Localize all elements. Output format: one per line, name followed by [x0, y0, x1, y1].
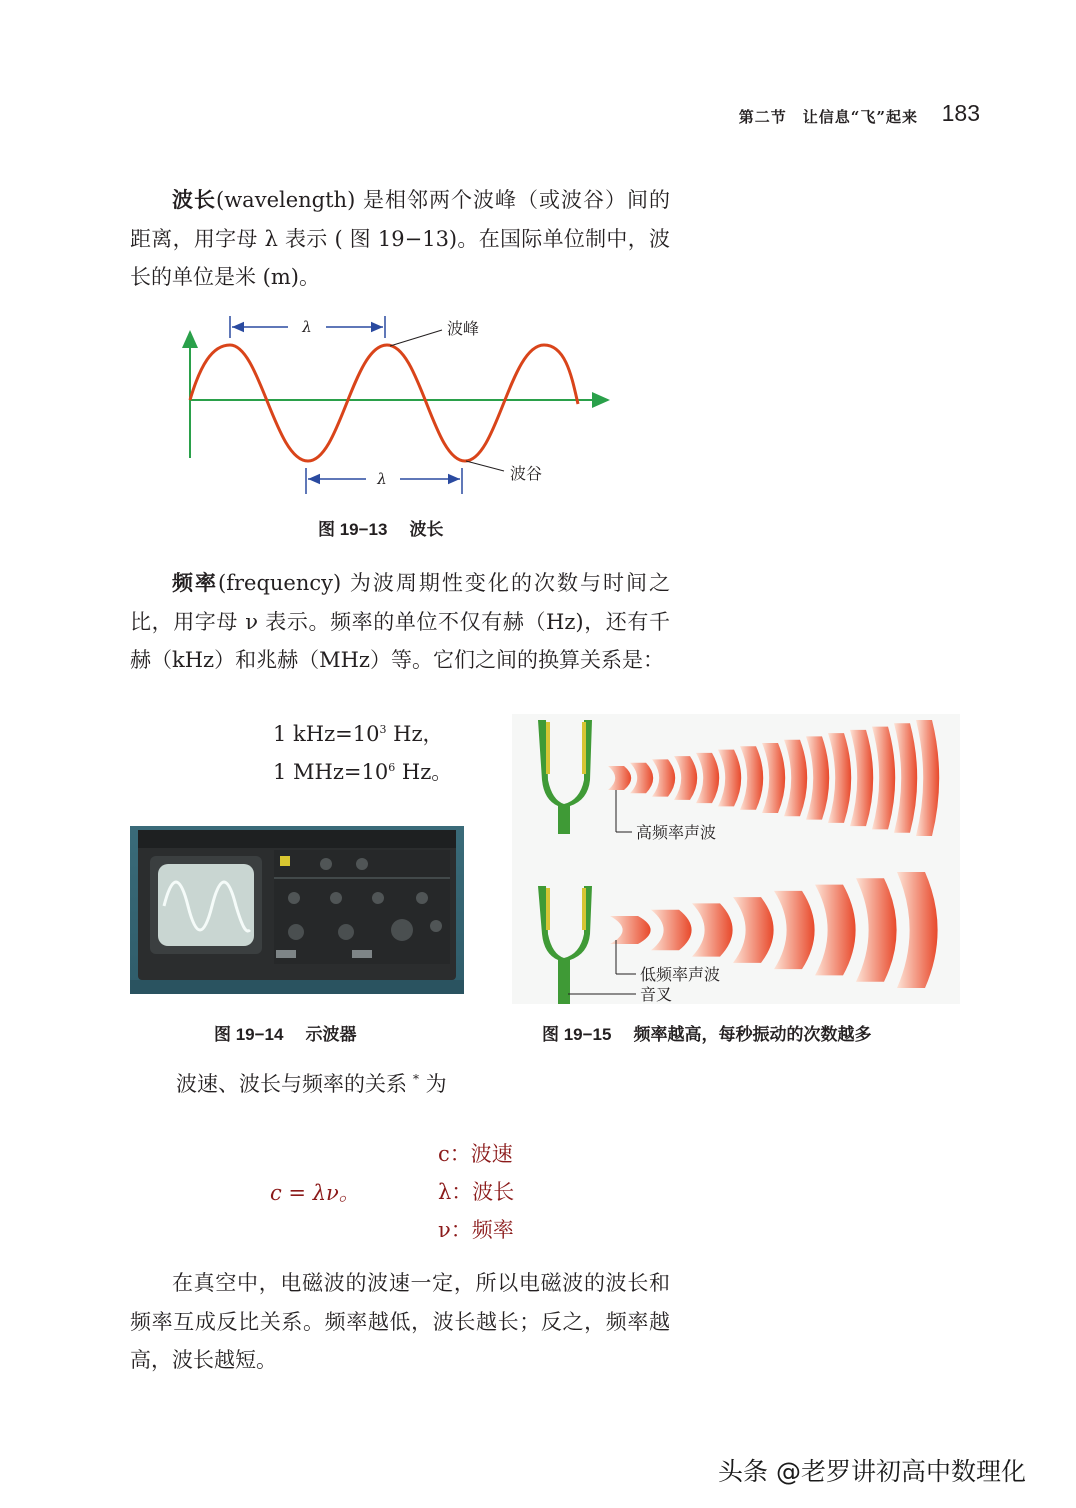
- relation-text: 波速、波长与频率的关系: [176, 1072, 407, 1096]
- fig-19-15-caption: [542, 1020, 871, 1045]
- trough-label: 波谷: [510, 464, 543, 483]
- crest-label: 波峰: [447, 319, 480, 338]
- page-header: [640, 100, 980, 134]
- low-frequency-label: 低频率声波: [640, 965, 721, 984]
- formula-equation: c = λν。: [270, 1181, 360, 1205]
- wavelength-text: (wavelength) 是相邻两个波峰（或波谷）间的距离，用字母 λ 表示 ( 图 19−13)。在国际单位制中，波长的单位是米 (m)。: [130, 188, 670, 289]
- definition-nu: ν：频率: [438, 1218, 514, 1242]
- fig-19-14-text: 示波器: [305, 1025, 357, 1045]
- fig-19-13-caption: [318, 515, 443, 540]
- sound-wave-diagram: [512, 714, 960, 1004]
- crest-leader: [390, 330, 442, 346]
- oscilloscope-illustration: [130, 826, 464, 994]
- fig-19-14-caption: [214, 1020, 356, 1045]
- wavelength-diagram: [170, 308, 620, 508]
- knob-intensity: [320, 858, 332, 870]
- power-led: [280, 856, 290, 866]
- fig-19-15-text: 频率越高，每秒振动的次数越多: [633, 1025, 872, 1045]
- mhz-pre: 1 MHz=10: [273, 760, 389, 784]
- wave-curve: [190, 344, 388, 461]
- relation-mark: *: [413, 1072, 419, 1086]
- page-number: 183: [941, 100, 980, 126]
- khz-pre: 1 kHz=10: [273, 722, 380, 746]
- trough-leader: [466, 461, 504, 471]
- knob-volts-1: [288, 924, 304, 940]
- mhz-exp: 6: [388, 761, 396, 774]
- mhz-post: Hz。: [395, 760, 453, 784]
- khz-post: Hz，: [386, 722, 444, 746]
- input-jack-1: [276, 950, 296, 958]
- lambda-top-label: λ: [302, 318, 312, 336]
- lambda-bottom-label: λ: [377, 470, 387, 488]
- wavelength-paragraph: [130, 181, 670, 297]
- relation-suffix: 为: [419, 1072, 447, 1096]
- knob-position-4: [416, 892, 428, 904]
- term-wavelength: 波长: [172, 187, 217, 212]
- fig-19-13-text: 波长: [409, 520, 444, 540]
- fig-19-13-number: 图 19−13: [318, 520, 388, 539]
- fork-label: 音叉: [640, 985, 673, 1004]
- sine-wave: [190, 344, 394, 461]
- watermark: 头条 @老罗讲初高中数理化: [718, 1457, 1026, 1486]
- frequency-text: (frequency) 为波周期性变化的次数与时间之比，用字母 ν 表示。频率的单位不仅有赫（Hz)，还有千赫（kHz）和兆赫（MHz）等。它们之间的换算关系是：: [130, 571, 670, 672]
- fig-19-15-number: 图 19−15: [542, 1025, 612, 1044]
- knob-position-1: [288, 892, 300, 904]
- scope-table: [130, 980, 464, 994]
- definition-c: c：波速: [438, 1142, 513, 1166]
- section-title: 第二节 让信息“飞”起来: [738, 108, 918, 126]
- conversion-mhz: [273, 756, 452, 786]
- knob-focus: [356, 858, 368, 870]
- scope-screen: [158, 864, 254, 946]
- knob-position-2: [330, 892, 342, 904]
- knob-trigger: [430, 920, 442, 932]
- relation-intro: [176, 1068, 447, 1098]
- oscilloscope-photo: [130, 826, 464, 994]
- conversion-khz: [273, 718, 444, 748]
- knob-volts-2: [338, 924, 354, 940]
- input-jack-2: [352, 950, 372, 958]
- fig-19-14-number: 图 19−14: [214, 1025, 284, 1044]
- term-frequency: 频率: [172, 570, 219, 595]
- high-frequency-label: 高频率声波: [636, 823, 717, 842]
- frequency-paragraph: [130, 564, 670, 680]
- vacuum-paragraph: 在真空中，电磁波的波速一定，所以电磁波的波长和频率互成反比关系。频率越低，波长越长；反之，频率越高，波长越短。: [130, 1271, 670, 1372]
- wave-line: [190, 345, 578, 461]
- definition-lambda: λ：波长: [438, 1180, 515, 1204]
- khz-exp: 3: [379, 723, 387, 736]
- scope-top-strip: [138, 830, 456, 848]
- knob-time: [391, 919, 413, 941]
- knob-position-3: [372, 892, 384, 904]
